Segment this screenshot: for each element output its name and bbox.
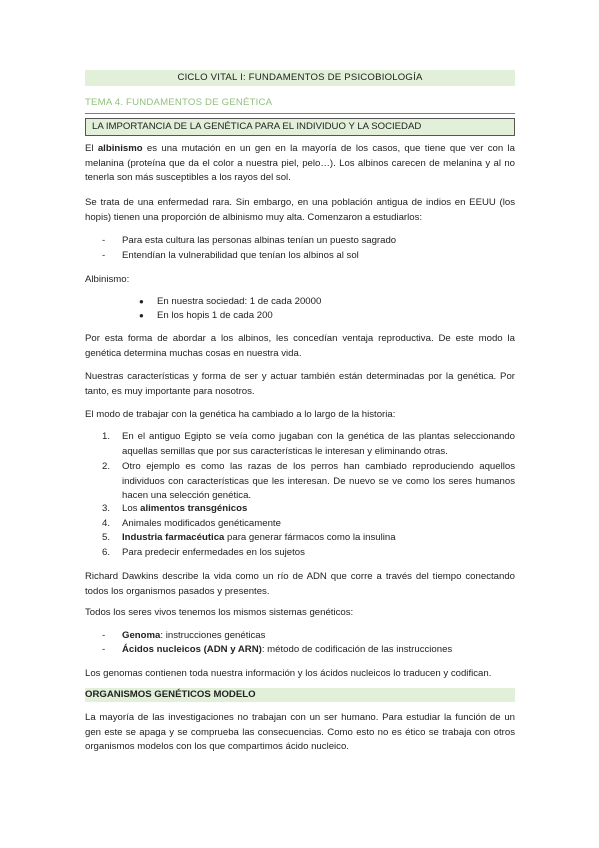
paragraph-genetic-systems: Todos los seres vivos tenemos los mismos sistemas genéticos: (85, 607, 354, 618)
list-number: 2. (102, 461, 111, 472)
text-span: En el antiguo Egipto se veía como jugaban con la genética de las plantas seleccionando aquellas semillas que por sus características le interesan y eliminando otras. (122, 431, 515, 457)
dash-marker: - (102, 235, 106, 246)
albinismo-label: Albinismo: (85, 274, 130, 285)
list-item-text: En nuestra sociedad: 1 de cada 20000 (157, 296, 322, 307)
text-span: El (85, 143, 98, 154)
paragraph-genomes: Los genomas contienen toda nuestra información y los ácidos nucleicos lo traducen y codifican. (85, 668, 492, 679)
bold-term: Industria farmacéutica (122, 532, 225, 543)
list-item-text: Entendían la vulnerabilidad que tenían los albinos al sol (122, 250, 359, 261)
list-item-text (122, 460, 515, 504)
list-item-text (122, 430, 515, 459)
text-span: Para predecir enfermedades en los sujetos (122, 547, 305, 558)
list-number: 6. (102, 547, 111, 558)
text-span: Los (122, 503, 141, 514)
text-span: : instrucciones genéticas (160, 630, 266, 641)
dash-marker: - (102, 630, 106, 641)
section-heading-model-organisms: ORGANISMOS GENÉTICOS MODELO (85, 688, 515, 702)
paragraph-dawkins: Richard Dawkins describe la vida como un río de ADN que corre a través del tiempo conectando todos los organismos pasados y presentes. (85, 571, 515, 597)
list-item-text (122, 629, 265, 644)
bullet-icon: ● (139, 297, 144, 306)
section-heading-importance: LA IMPORTANCIA DE LA GENÉTICA PARA EL INDIVIDUO Y LA SOCIEDAD (85, 118, 515, 136)
bold-term: albinismo (97, 143, 143, 154)
text-span: para generar fármacos como la insulina (224, 532, 396, 543)
bold-term: Genoma (122, 630, 161, 641)
paragraph-reproductive: Por esta forma de abordar a los albinos, les concedían ventaja reproductiva. De este modo la genética determina muchas cosas en nuestra vida. (85, 333, 515, 359)
list-item-text (122, 517, 515, 532)
topic-subtitle: TEMA 4. FUNDAMENTOS DE GENÉTICA (85, 96, 515, 114)
list-number: 4. (102, 518, 111, 529)
paragraph-characteristics: Nuestras características y forma de ser y actuar también están determinadas por la genética. Por tanto, es muy importante para nosotros. (85, 371, 515, 397)
text-span: : método de codificación de las instrucciones (261, 644, 453, 655)
paragraph-rare-disease: Se trata de una enfermedad rara. Sin embargo, en una población antigua de indios en EEUU (los hopis) tienen una proporción de albinismo muy alta. Comenzaron a estudiarlos: (85, 197, 515, 223)
text-span: es una mutación en un gen en la mayoría de los casos, que tiene que ver con la melanina (proteína que da el color a nuestra piel, pelo…). Los albinos carecen de melanina y al no tenerla son más susceptibles a los rayos del sol. (85, 143, 515, 184)
bold-term: alimentos transgénicos (140, 503, 248, 514)
list-item-text: Para esta cultura las personas albinas tenían un puesto sagrado (122, 235, 397, 246)
text-span: Animales modificados genéticamente (122, 518, 281, 529)
bold-term: Ácidos nucleicos (ADN y ARN) (122, 644, 262, 655)
list-number: 1. (102, 431, 111, 442)
list-number: 5. (102, 532, 111, 543)
list-item-text (122, 502, 515, 517)
list-item-text (122, 546, 515, 561)
paragraph-model-organisms: La mayoría de las investigaciones no trabajan con un ser humano. Para estudiar la función de un gen este se apaga y se comprueba las consecuencias. Como esto no es ético se trabaja con otros organismos modelos con los que compartimos ácido nucleico. (85, 712, 515, 753)
list-number: 3. (102, 503, 111, 514)
dash-marker: - (102, 644, 106, 655)
paragraph-history: El modo de trabajar con la genética ha cambiado a lo largo de la historia: (85, 409, 396, 420)
list-item-text: En los hopis 1 de cada 200 (157, 310, 273, 321)
text-span: Otro ejemplo es como las razas de los perros han cambiado reproduciendo aquellos individuos con características que les interesan. De nuevo se ve como los seres humanos hacen una selección genética. (122, 461, 515, 502)
document-header: CICLO VITAL I: FUNDAMENTOS DE PSICOBIOLOGÍA (85, 70, 515, 86)
list-item-text (122, 531, 515, 546)
bullet-icon: ● (139, 311, 144, 320)
dash-marker: - (102, 250, 106, 261)
list-item-text (122, 643, 452, 658)
paragraph-albinismo (85, 142, 515, 186)
